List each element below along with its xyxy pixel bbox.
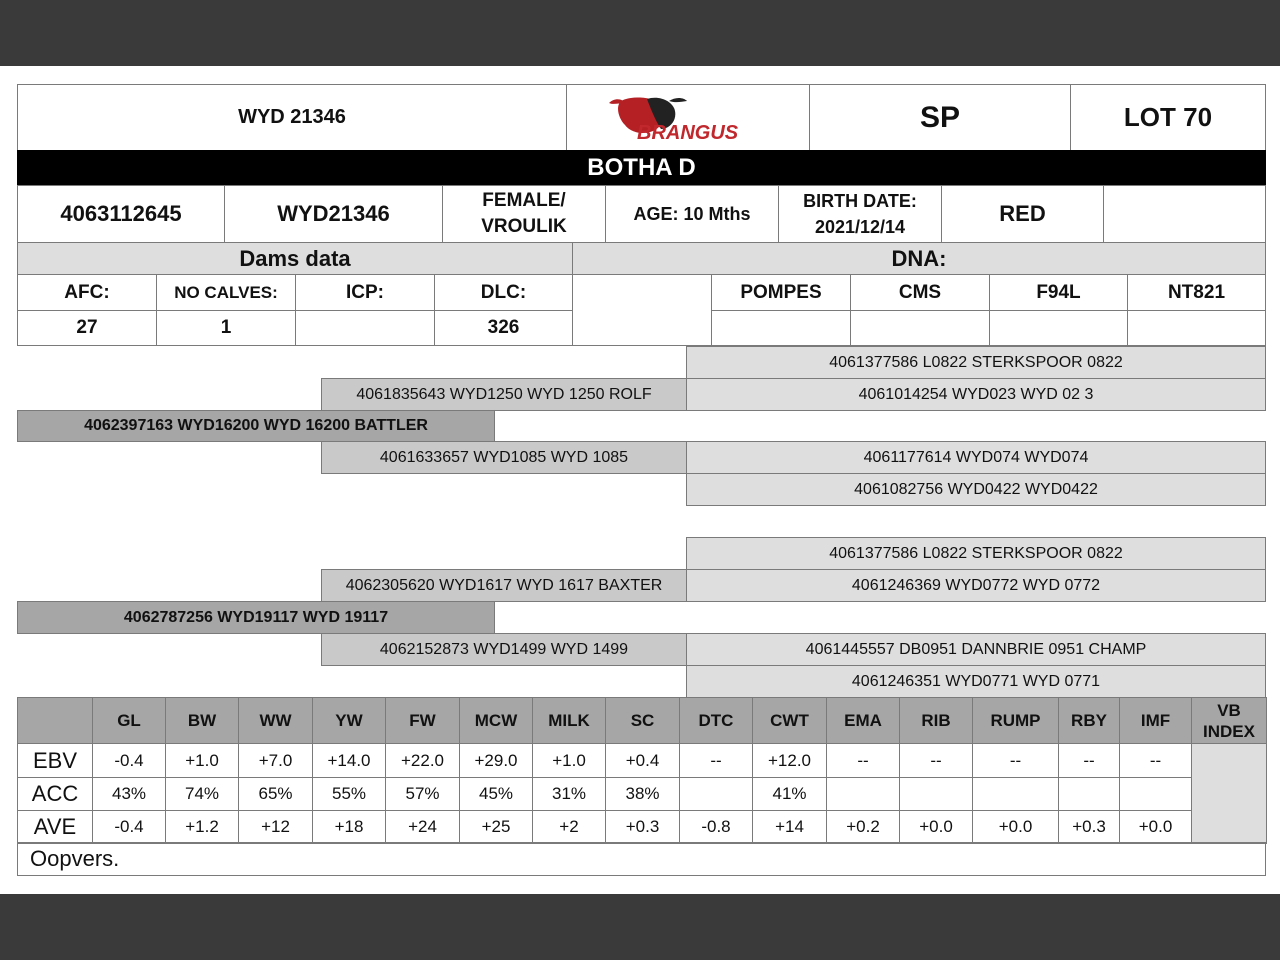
pedigree-sd: 4061633657 WYD1085 WYD 1085 — [321, 441, 687, 474]
ebv-cell: +0.3 — [1058, 810, 1120, 844]
pedigree-ssd: 4061014254 WYD023 WYD 02 3 — [686, 378, 1266, 411]
ebv-vb-index-header — [1191, 697, 1267, 744]
ebv-col-header: EMA — [826, 697, 900, 744]
ebv-cell: -0.4 — [92, 810, 166, 844]
ebv-row-label: EBV — [17, 743, 93, 778]
ebv-cell: +14.0 — [312, 743, 386, 778]
dams-label-calves: NO CALVES: — [156, 274, 296, 311]
dna-value-cms — [850, 310, 990, 346]
ebv-cell — [826, 777, 900, 811]
info-extra — [1103, 185, 1266, 243]
ebv-col-header: DTC — [679, 697, 753, 744]
header-id: WYD 21346 — [17, 84, 567, 151]
ebv-col-header: GL — [92, 697, 166, 744]
ebv-cell: +0.0 — [972, 810, 1059, 844]
dams-value-afc: 27 — [17, 310, 157, 346]
pedigree-ddd: 4061246351 WYD0771 WYD 0771 — [686, 665, 1266, 698]
ebv-col-header: SC — [605, 697, 680, 744]
ebv-cell: +0.0 — [1119, 810, 1192, 844]
ebv-cell: +0.3 — [605, 810, 680, 844]
ebv-cell: +22.0 — [385, 743, 460, 778]
ebv-cell: 57% — [385, 777, 460, 811]
ebv-cell: -- — [1058, 743, 1120, 778]
ebv-col-header: RBY — [1058, 697, 1120, 744]
dna-label-f94l: F94L — [989, 274, 1128, 311]
animal-reg: WYD21346 — [224, 185, 443, 243]
ebv-cell: +0.2 — [826, 810, 900, 844]
animal-name: BOTHA D — [17, 150, 1266, 186]
ebv-cell — [972, 777, 1059, 811]
ebv-cell: +1.0 — [165, 743, 239, 778]
logo-text: BRANGUS — [637, 121, 739, 143]
ebv-cell: +18 — [312, 810, 386, 844]
ebv-cell: -- — [1119, 743, 1192, 778]
ebv-cell: -0.4 — [92, 743, 166, 778]
dams-title: Dams data — [17, 242, 573, 275]
pedigree-sss: 4061377586 L0822 STERKSPOOR 0822 — [686, 346, 1266, 379]
dna-title: DNA: — [572, 242, 1266, 275]
dna-value-f94l — [989, 310, 1128, 346]
footer-note: Oopvers. — [17, 842, 1266, 876]
header-code: SP — [809, 84, 1071, 151]
ebv-cell: 45% — [459, 777, 533, 811]
ebv-cell: +12.0 — [752, 743, 827, 778]
ebv-cell: 41% — [752, 777, 827, 811]
dams-label-icp: ICP: — [295, 274, 435, 311]
ebv-cell: 43% — [92, 777, 166, 811]
dams-label-afc: AFC: — [17, 274, 157, 311]
ebv-vb-index-value — [1191, 743, 1267, 844]
dna-value-pompes — [711, 310, 851, 346]
animal-number: 4063112645 — [17, 185, 225, 243]
ebv-col-header: MILK — [532, 697, 606, 744]
ebv-row-label: ACC — [17, 777, 93, 811]
ebv-col-header: CWT — [752, 697, 827, 744]
ebv-cell: -- — [899, 743, 973, 778]
ebv-corner-cell — [17, 697, 93, 744]
ebv-cell: -0.8 — [679, 810, 753, 844]
dna-blank — [572, 274, 712, 346]
animal-sex — [442, 185, 606, 243]
sex-line2: VROULIK — [481, 216, 567, 237]
ebv-cell: +1.0 — [532, 743, 606, 778]
pedigree-dsd: 4061246369 WYD0772 WYD 0772 — [686, 569, 1266, 602]
pedigree-sdd: 4061082756 WYD0422 WYD0422 — [686, 473, 1266, 506]
birth-label: BIRTH DATE: — [803, 191, 917, 211]
ebv-row-label: AVE — [17, 810, 93, 844]
ebv-cell — [1058, 777, 1120, 811]
ebv-cell: 38% — [605, 777, 680, 811]
dams-value-dlc: 326 — [434, 310, 573, 346]
pedigree-dss: 4061377586 L0822 STERKSPOOR 0822 — [686, 537, 1266, 570]
birth-value: 2021/12/14 — [814, 217, 906, 237]
ebv-col-header: BW — [165, 697, 239, 744]
dams-value-calves: 1 — [156, 310, 296, 346]
dna-label-pompes: POMPES — [711, 274, 851, 311]
dna-value-nt821 — [1127, 310, 1266, 346]
dna-label-cms: CMS — [850, 274, 990, 311]
pedigree-sire: 4062397163 WYD16200 WYD 16200 BATTLER — [17, 410, 495, 442]
ebv-cell: +29.0 — [459, 743, 533, 778]
ebv-cell — [899, 777, 973, 811]
ebv-cell: 31% — [532, 777, 606, 811]
dna-label-nt821: NT821 — [1127, 274, 1266, 311]
ebv-cell: 74% — [165, 777, 239, 811]
vb-index-label: VB — [1217, 700, 1241, 720]
ebv-cell: +14 — [752, 810, 827, 844]
ebv-cell: +2 — [532, 810, 606, 844]
pedigree-dd: 4062152873 WYD1499 WYD 1499 — [321, 633, 687, 666]
ebv-cell: +1.2 — [165, 810, 239, 844]
ebv-cell: 65% — [238, 777, 313, 811]
ebv-col-header: IMF — [1119, 697, 1192, 744]
brangus-logo — [566, 84, 810, 151]
ebv-cell: 55% — [312, 777, 386, 811]
dams-label-dlc: DLC: — [434, 274, 573, 311]
ebv-col-header: RIB — [899, 697, 973, 744]
ebv-cell: +25 — [459, 810, 533, 844]
ebv-cell: +0.4 — [605, 743, 680, 778]
animal-age: AGE: 10 Mths — [605, 185, 779, 243]
ebv-cell: +7.0 — [238, 743, 313, 778]
ebv-col-header: RUMP — [972, 697, 1059, 744]
pedigree-sds: 4061177614 WYD074 WYD074 — [686, 441, 1266, 474]
ebv-col-header: WW — [238, 697, 313, 744]
pedigree-ss: 4061835643 WYD1250 WYD 1250 ROLF — [321, 378, 687, 411]
animal-color: RED — [941, 185, 1104, 243]
ebv-cell — [679, 777, 753, 811]
pedigree-dds: 4061445557 DB0951 DANNBRIE 0951 CHAMP — [686, 633, 1266, 666]
birth-date — [778, 185, 942, 243]
ebv-cell: +12 — [238, 810, 313, 844]
ebv-cell: -- — [826, 743, 900, 778]
ebv-cell: +24 — [385, 810, 460, 844]
pedigree-ds: 4062305620 WYD1617 WYD 1617 BAXTER — [321, 569, 687, 602]
ebv-cell — [1119, 777, 1192, 811]
lot-number: LOT 70 — [1070, 84, 1266, 151]
ebv-col-header: YW — [312, 697, 386, 744]
ebv-col-header: MCW — [459, 697, 533, 744]
ebv-cell: +0.0 — [899, 810, 973, 844]
dams-value-icp — [295, 310, 435, 346]
ebv-cell: -- — [679, 743, 753, 778]
pedigree-dam: 4062787256 WYD19117 WYD 19117 — [17, 601, 495, 634]
sex-line1: FEMALE/ — [482, 190, 566, 211]
vb-index-label: INDEX — [1203, 721, 1255, 741]
ebv-cell: -- — [972, 743, 1059, 778]
bull-logo-icon — [603, 93, 773, 143]
ebv-col-header: FW — [385, 697, 460, 744]
lot-sheet — [0, 66, 1280, 894]
